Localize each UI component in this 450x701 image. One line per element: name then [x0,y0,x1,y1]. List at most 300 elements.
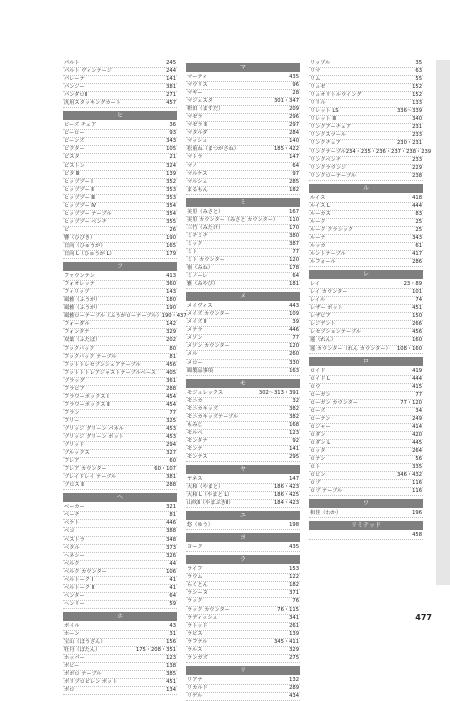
entry-page: 233 [412,132,422,139]
entry-page: 108・160 [397,345,422,352]
entry-page: 454 [166,393,176,400]
entry-page: 61 [415,242,422,249]
index-entry [186,655,300,663]
index-entry [63,679,177,687]
entry-page: 329 [166,329,176,336]
section-header: ヤ [186,465,300,474]
entry-name: 悠（ゆう） [187,522,213,529]
entry-page: 330 [289,359,299,366]
index-entry [309,140,423,148]
page-number: 477 [415,613,432,622]
index-entry [309,203,423,211]
entry-name: 響（ひびき） [64,234,96,241]
entry-name: リュゼ [310,84,326,91]
entry-name: ローガン カウンター [310,399,359,406]
index-entry [309,281,423,289]
entry-name: リップル [310,60,331,66]
section-header: ヨ [186,533,300,542]
index-entry [186,615,300,623]
entry-page: 76・115 [277,606,299,613]
entry-page: 335 [412,464,422,471]
index-entry [63,100,177,108]
entry-page: 41 [169,584,176,591]
entry-page: 180 [166,297,176,304]
index-entry [186,82,300,90]
entry-name: ボロ [64,687,75,694]
entry-page: 80 [169,345,176,352]
entry-name: フラン [64,409,80,416]
entry-name: レザー ポット [310,305,343,312]
index-entry [63,528,177,536]
entry-page: 271 [166,92,176,99]
entry-page: 186・423 [274,484,299,491]
entry-page: 41 [169,576,176,583]
entry-name: ヒッププー ベンチ [64,218,107,225]
section-header: ヘ [63,493,177,502]
entry-page: 196 [412,510,422,517]
entry-name: ホーン [64,631,80,637]
index-entry [186,454,300,462]
entry-name: フットトトレアジャストテーブルベース [64,369,156,376]
index-column-3 [309,60,432,540]
entry-name: ローテン [310,415,331,422]
entry-page: 64 [169,592,176,599]
index-entry [63,512,177,520]
entry-name: ペタル [64,544,80,551]
entry-page: 25 [415,218,422,225]
index-entry [63,68,177,76]
entry-name: ルイス [310,194,326,201]
entry-page: 43 [169,622,176,629]
entry-name: 大和 L（やまと L） [187,492,233,499]
entry-page: 249 [412,415,422,422]
entry-name: モルペ [187,429,203,436]
entry-name: メイヴィス [187,303,213,310]
index-entry [63,434,177,442]
index-entry [309,60,423,68]
entry-name: ラック カウンター [187,606,230,613]
section-header: レ [309,270,423,279]
entry-name: フィリップ [64,289,90,296]
index-entry [186,544,300,552]
entry-page: 275 [289,654,299,661]
index-entry [63,281,177,289]
index-entry [186,492,300,500]
entry-name: モニカキッズ [187,405,219,412]
entry-name: リマ [310,68,321,75]
entry-page: 360 [166,281,176,288]
entry-name: ラピス [187,630,203,637]
entry-name: レジデント [310,321,336,328]
index-entry [186,406,300,414]
entry-name: ボリプロピレン ポット [64,679,118,686]
entry-name: マギー [187,90,203,97]
index-entry [309,346,423,354]
index-entry [63,195,177,203]
entry-page: 301・347 [274,98,299,105]
entry-name: ラウム [187,574,203,581]
section-header: マ [186,63,300,72]
index-entry [186,390,300,398]
entry-page: 110 [289,216,299,223]
index-entry [186,623,300,631]
entry-page: 446 [166,520,176,527]
entry-name: ラフテル [187,638,208,645]
index-entry [63,289,177,297]
entry-name: 牡丹（ぼたん） [64,647,101,654]
index-entry [63,378,177,386]
index-entry [309,219,423,227]
entry-page: 167 [289,208,299,215]
entry-name: ペコ [64,528,75,535]
entry-name: ペケト [64,520,80,527]
index-entry [309,92,423,100]
entry-name: ブルックス [64,450,90,457]
index-entry [63,450,177,458]
index-entry [63,426,177,434]
index-entry [63,545,177,553]
entry-page: 284 [289,130,299,137]
entry-page: 77 [169,409,176,416]
entry-page: 355 [166,218,176,225]
entry-page: 296 [289,114,299,121]
index-entry [63,418,177,426]
index-entry [309,424,423,432]
section-header: ミ [186,198,300,207]
entry-page: 444 [412,202,422,209]
entry-name: メロー [187,359,203,366]
entry-page: 444 [412,375,422,382]
index-entry [186,677,300,685]
entry-page: 116 [412,480,422,487]
index-entry [186,343,300,351]
entry-page: 451 [412,305,422,312]
entry-page: 209 [289,106,299,113]
section-header: メ [186,292,300,301]
entry-page: 163 [289,367,299,374]
entry-page: 32 [292,397,299,404]
entry-name: ミト カウンター [187,256,225,263]
entry-name: リンクスツール [310,132,347,139]
index-entry [309,392,423,400]
entry-page: 77 [415,391,422,398]
index-entry [63,537,177,545]
entry-page: 353 [166,194,176,201]
index-entry [309,259,423,267]
entry-page: 202 [166,337,176,344]
index-entry [63,235,177,243]
index-entry [186,360,300,368]
entry-name: ロダン L [310,439,331,446]
entry-page: 264 [412,448,422,455]
entry-name: リリル [310,100,326,107]
entry-name: ミノーレ [187,273,208,280]
section-header: ヒ [63,111,177,120]
entry-name: ペンター [64,592,85,599]
index-entry [63,154,177,162]
entry-name: ロッタ [310,448,326,455]
index-entry [63,394,177,402]
entry-page: 458 [412,532,422,539]
section-header: ラ [186,555,300,564]
entry-name: レイ [310,281,321,288]
index-entry [63,647,177,655]
entry-name: まるもん [187,186,208,193]
entry-page: 381 [166,84,176,91]
section-header: ロ [309,357,423,366]
index-entry [186,257,300,265]
entry-page: 139 [166,170,176,177]
entry-name: ファウンテン [64,273,95,280]
entry-page: 74 [415,297,422,304]
entry-page: 25 [415,226,422,233]
entry-page: 170 [289,224,299,231]
entry-page: 28 [292,90,299,97]
entry-name: フレア [64,458,80,465]
entry-name: ボイル [64,622,80,629]
entry-page: 96 [292,82,299,89]
entry-page: 34 [415,407,422,414]
section-header: ホ [63,612,177,621]
entry-page: 405 [166,369,176,376]
index-entry [63,60,177,68]
entry-name: リンクテーブル [310,148,346,155]
index-entry [309,157,423,165]
entry-name: モニカ [187,397,203,404]
entry-page: 294 [166,442,176,449]
entry-name: リュオリトルウイング [310,92,362,99]
entry-name: パルト [64,60,80,66]
entry-page: 381 [166,474,176,481]
index-entry [309,510,423,518]
index-entry [186,241,300,249]
entry-page: 101 [412,289,422,296]
index-entry [63,639,177,647]
index-entry [309,243,423,251]
entry-page: 77 [292,335,299,342]
entry-name: ローズ [310,407,326,414]
index-entry [63,146,177,154]
entry-page: 132 [289,676,299,683]
index-entry [63,251,177,259]
index-entry [309,400,423,408]
entry-page: 353 [166,186,176,193]
entry-name: ラルス [187,646,203,653]
entry-name: ロト [310,464,321,471]
entry-name: ミチミチ [187,232,208,239]
entry-name: フラワーボックス Ⅰ [64,393,109,400]
index-entry [186,566,300,574]
entry-page: 413 [166,273,176,280]
entry-page: 266 [412,321,422,328]
index-entry [63,601,177,609]
index-entry [186,368,300,376]
entry-name: 三竹（みたけ） [187,224,224,231]
index-entry [186,281,300,289]
entry-name: ロブ [310,480,321,487]
entry-name: ヤネス [187,476,203,483]
index-entry [186,303,300,311]
entry-name: メル [187,351,198,358]
entry-name: マノ [187,162,198,169]
entry-name: 日向 L（ひゅうが L） [64,251,115,258]
index-entry [309,384,423,392]
entry-page: 97 [292,170,299,177]
index-entry [309,337,423,345]
index-entry [186,414,300,422]
entry-name: ルントテーブル [310,251,346,258]
index-entry [186,476,300,484]
entry-name: マルケス [187,170,208,177]
section-header: ユ [186,511,300,520]
index-entry [309,488,423,496]
entry-name: レイ カウンター [310,289,348,296]
entry-name: 山吹Ⅱ（やまぶきⅡ） [187,500,234,507]
entry-name: 風雅ローテーブル（ふうがローテーブル） [64,313,162,320]
entry-page: 152 [412,92,422,99]
entry-name: フックバック テーブル [64,353,117,360]
index-entry [186,500,300,508]
entry-name: ルッカ [310,242,326,249]
index-entry [63,410,177,418]
entry-page: 326 [166,552,176,559]
entry-name: ビーンズ [64,138,85,145]
entry-page: 354 [166,202,176,209]
index-entry [186,265,300,273]
index-entry [309,472,423,480]
entry-page: 184・423 [274,500,299,507]
entry-page: 198 [289,522,299,529]
entry-name: ミト [187,248,198,255]
index-entry [309,235,423,243]
entry-page: 234・235・236・237・238・239 [345,148,432,155]
entry-page: 105 [166,146,176,153]
index-entry [186,685,300,693]
entry-name: マタルダ [187,130,208,137]
entry-page: 81 [169,353,176,360]
index-entry [186,106,300,114]
index-entry [63,211,177,219]
entry-page: 122 [289,574,299,581]
entry-name: ロブ テーブル [310,488,343,495]
section-header: ル [309,184,423,193]
index-column-1 [63,60,187,695]
entry-name: フォオレッテ [64,281,95,288]
entry-name: ブラッグ [64,377,85,384]
entry-page: 229 [412,164,422,171]
entry-name: メテラ [187,327,203,334]
entry-name: レイル [310,297,326,304]
entry-name: 宝山（ほうざん） [64,639,106,646]
entry-name: メイズ カウンター [187,311,230,318]
entry-page: 457 [166,100,176,107]
entry-name: マルシェ [187,178,208,185]
index-entry [309,84,423,92]
index-entry [63,569,177,577]
entry-name: ルイス L [310,202,330,209]
index-entry [186,351,300,359]
entry-page: 382 [289,405,299,412]
entry-name: ヘネシー [64,552,85,559]
entry-page: 415 [412,383,422,390]
entry-name: ローガン [310,391,331,398]
entry-page: 178 [289,265,299,272]
entry-page: 140 [289,138,299,145]
entry-name: ロテン [310,456,326,463]
index-entry [186,74,300,82]
entry-page: 324 [166,162,176,169]
entry-page: 21 [169,154,176,161]
entry-page: 327 [166,450,176,457]
index-entry [63,346,177,354]
entry-page: 64 [292,162,299,169]
entry-name: リンクベンチ [310,156,342,163]
entry-page: 76 [292,598,299,605]
entry-page: 181 [289,281,299,288]
entry-page: 64 [292,273,299,280]
index-entry [309,532,423,540]
index-entry [63,402,177,410]
entry-name: ビスタ [64,154,80,161]
index-entry [63,370,177,378]
entry-name: メソン [187,335,203,342]
index-entry [186,90,300,98]
index-entry [63,84,177,92]
entry-page: 147 [289,476,299,483]
entry-name: リンクローテーブル [310,172,357,179]
index-entry [309,148,432,157]
entry-name: ラトッド [187,622,208,629]
entry-page: 175・208・351 [135,647,176,654]
entry-name: ヒッププー Ⅰ [64,178,93,185]
index-entry [309,464,423,472]
entry-page: 152 [412,84,422,91]
entry-page: 260 [289,351,299,358]
entry-page: 385 [166,671,176,678]
entry-name [309,532,310,539]
entry-name: ボビー [64,663,80,670]
entry-name: ボボロ テーブル [64,671,102,678]
entry-name: ビタ Ⅲ [64,170,80,177]
entry-page: 153 [289,566,299,573]
entry-name: 和佳（わか） [310,510,342,517]
section-header: モ [186,379,300,388]
entry-name: ラディッシュ [187,614,218,621]
index-entry [186,187,300,195]
index-entry [186,647,300,655]
section-header: ワ [309,499,423,508]
entry-name: マゼラ [187,114,203,121]
index-entry [63,504,177,512]
index-entry [186,319,300,327]
entry-name: 枡田（ますだ） [187,106,224,113]
entry-page: 336〜339 [397,108,422,115]
entry-name: ブリッジ グリーン パネル [64,425,124,432]
entry-name: パレーテ [64,76,85,83]
entry-page: 138 [166,663,176,670]
entry-name: 大和（やまと） [187,484,224,491]
entry-name: ベルク カウンター [64,568,107,575]
side-tab-strip [436,60,450,585]
section-header: フ [63,262,177,271]
entry-page: 371 [289,590,299,597]
index-entry [186,233,300,241]
index-entry [63,520,177,528]
index-entry [186,154,300,162]
index-entry [309,173,423,181]
index-entry [186,209,300,217]
entry-page: 453 [166,434,176,441]
